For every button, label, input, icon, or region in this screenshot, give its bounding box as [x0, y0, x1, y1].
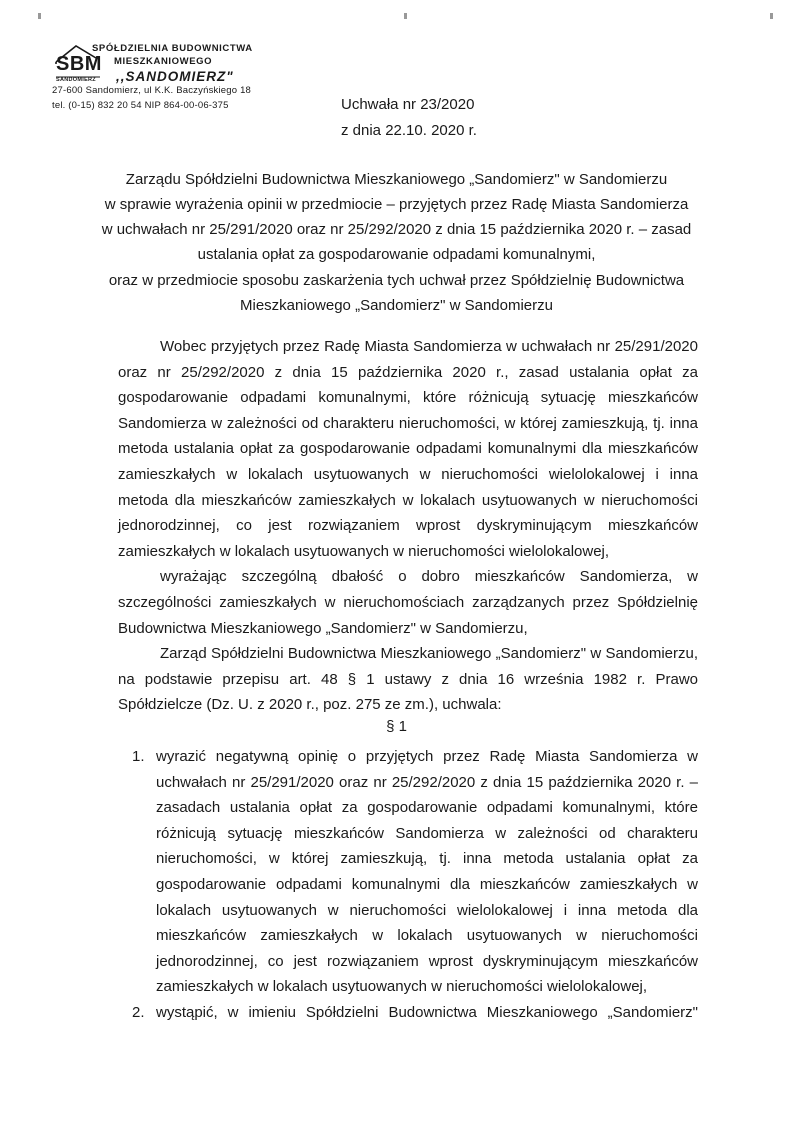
- resolution-number: Uchwała nr 23/2020: [341, 96, 475, 113]
- preamble-paragraph-2: wyrażając szczególną dbałość o dobro mieszkańców Sandomierza, w szczególności zamieszkałych w nieruchomościach zarządzanych przez Spółdzielnię Budownictwa Mieszkaniowego „Sandomierz" w Sandomierzu,: [118, 568, 698, 637]
- list-item-text: wyrazić negatywną opinię o przyjętych przez Radę Miasta Sandomierza w uchwałach nr 25/291/2020 oraz nr 25/292/2020 z dnia 15 października 2020 r. – zasadach ustalania opłat za gospodarowanie odpadami komunalnymi, które różnicują sytuację mieszkańców Sandomierza w zależności od charakteru nieruchomości, w której zamieszkują, tj. inna metoda ustalania opłat za gospodarowanie odpadami komunalnymi dla mieszkańców zamieszkałych w lokalach usytuowanych w nieruchomości wielolokalowej i inna metoda dla mieszkańców zamieszkałych w lokalach usytuowanych w nieruchomości jednorodzinnej, co jest rozwiązaniem wprost dyskryminującym mieszkańców zamieszkałych w lokalach usytuowanych w nieruchomości wielolokalowej,: [156, 748, 698, 996]
- list-item: [126, 744, 698, 1000]
- list-item-number: 1.: [132, 748, 145, 765]
- cooperative-name-line1: SPÓŁDZIELNIA BUDOWNICTWA: [92, 43, 253, 54]
- cooperative-name-line2: MIESZKANIOWEGO: [114, 56, 213, 67]
- title-line: ustalania opłat za gospodarowanie odpadami komunalnymi,: [197, 246, 596, 263]
- list-item-number: 2.: [132, 1003, 145, 1021]
- title-line: w sprawie wyrażenia opinii w przedmiocie – przyjętych przez Radę Miasta Sandomierza: [104, 196, 689, 213]
- list-item-text: wystąpić, w imieniu Spółdzielni Budownictwa Mieszkaniowego „Sandomierz": [156, 1003, 698, 1021]
- title-line: oraz w przedmiocie sposobu zaskarżenia tych uchwał przez Spółdzielnię Budownictwa: [108, 272, 685, 289]
- resolution-date: z dnia 22.10. 2020 r.: [341, 122, 477, 139]
- list-item: [126, 1000, 698, 1026]
- scan-mark: [38, 13, 41, 19]
- title-line: Mieszkaniowego „Sandomierz" w Sandomierzu: [240, 297, 553, 314]
- letterhead-stamp: [52, 40, 292, 140]
- preamble-paragraph-3: Zarząd Spółdzielni Budownictwa Mieszkaniowego „Sandomierz" w Sandomierzu, na podstawie przepisu art. 48 § 1 ustawy z dnia 16 września 1982 r. Prawo Spółdzielcze (Dz. U. z 2020 r., poz. 275 ze zm.), uchwala:: [118, 645, 698, 714]
- title-line: w uchwałach nr 25/291/2020 oraz nr 25/292/2020 z dnia 15 października 2020 r. – zasad: [101, 221, 692, 238]
- logo-subtext: SANDOMIERZ: [56, 77, 96, 83]
- scan-mark: [404, 13, 407, 19]
- preamble-paragraph-1: Wobec przyjętych przez Radę Miasta Sandomierza w uchwałach nr 25/291/2020 oraz nr 25/292/2020 z dnia 15 października 2020 r., zasad ustalania opłat za gospodarowanie odpadami komunalnymi, które różnicują sytuację mieszkańców Sandomierza w zależności od charakteru nieruchomości, w której zamieszkują, tj. inna metoda ustalania opłat za gospodarowanie odpadami komunalnymi dla mieszkańców zamieszkałych w lokalach usytuowanych w nieruchomości wielolokalowej i inna metoda dla mieszkańców zamieszkałych w lokalach usytuowanych w nieruchomości jednorodzinnej, co jest rozwiązaniem wprost dyskryminującym mieszkańców zamieszkałych w lokalach usytuowanych w nieruchomości wielolokalowej,: [118, 338, 698, 560]
- logo-text: SBM: [56, 53, 102, 75]
- preamble: [118, 334, 698, 718]
- cooperative-address: 27-600 Sandomierz, ul K.K. Baczyńskiego 18: [52, 85, 252, 96]
- cooperative-name-line3: ,,SANDOMIERZ": [116, 69, 234, 84]
- cooperative-phone-nip: tel. (0-15) 832 20 54 NIP 864-00-06-375: [52, 100, 229, 111]
- scan-mark: [770, 13, 773, 19]
- resolution-items: [126, 744, 698, 1026]
- title-line: Zarządu Spółdzielni Budownictwa Mieszkaniowego „Sandomierz" w Sandomierzu: [125, 171, 668, 188]
- section-sign: § 1: [386, 718, 407, 735]
